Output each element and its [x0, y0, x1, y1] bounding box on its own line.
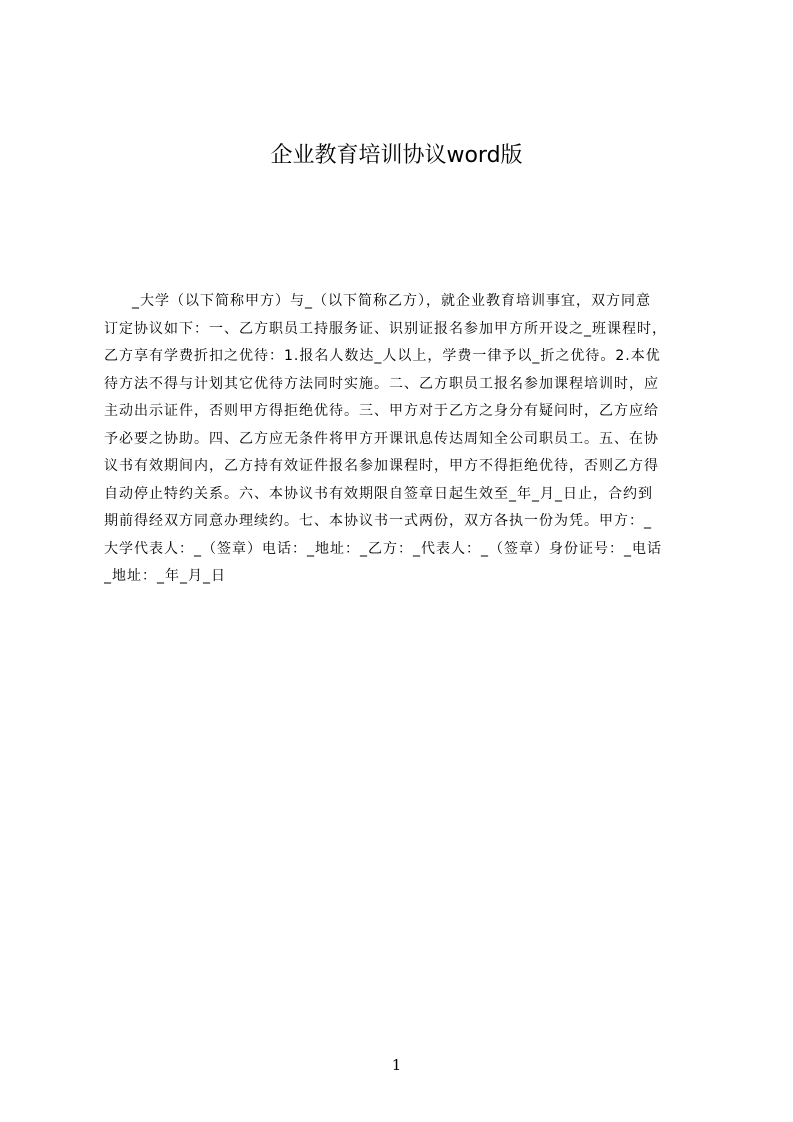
body-line: 大学代表人：_（签章）电话：_地址：_乙方：_代表人：_（签章）身份证号：_电话	[104, 540, 662, 557]
body-line: 予必要之协助。四、乙方应无条件将甲方开课讯息传达周知全公司职员工。五、在协	[104, 430, 659, 447]
body-line: 待方法不得与计划其它优待方法同时实施。二、乙方职员工报名参加课程培训时，应	[104, 375, 659, 392]
page-title: 企业教育培训协议word版	[270, 143, 523, 168]
body-line: 主动出示证件，否则甲方得拒绝优待。三、甲方对于乙方之身分有疑问时，乙方应给	[104, 403, 659, 419]
body-line: 期前得经双方同意办理续约。七、本协议书一式两份，双方各执一份为凭。甲方：_	[104, 513, 652, 529]
body-line: 订定协议如下：一、乙方职员工持服务证、识别证报名参加甲方所开设之_班课程时，	[104, 320, 667, 337]
body-line: 议书有效期间内，乙方持有效证件报名参加课程时，甲方不得拒绝优待，否则乙方得	[104, 458, 659, 474]
body-line: 乙方享有学费折扣之优待：1.报名人数达_人以上，学费一律予以_折之优待。2.本优	[104, 348, 661, 364]
body-line: 自动停止特约关系。六、本协议书有效期限自签章日起生效至_年_月_日止，合约到	[104, 485, 653, 502]
body-line: _地址：_年_月_日	[104, 568, 226, 584]
body-line: _大学（以下简称甲方）与_（以下简称乙方），就企业教育培训事宜，双方同意	[132, 293, 651, 309]
page-number: 1	[391, 1056, 402, 1074]
agreement-body	[104, 288, 704, 591]
